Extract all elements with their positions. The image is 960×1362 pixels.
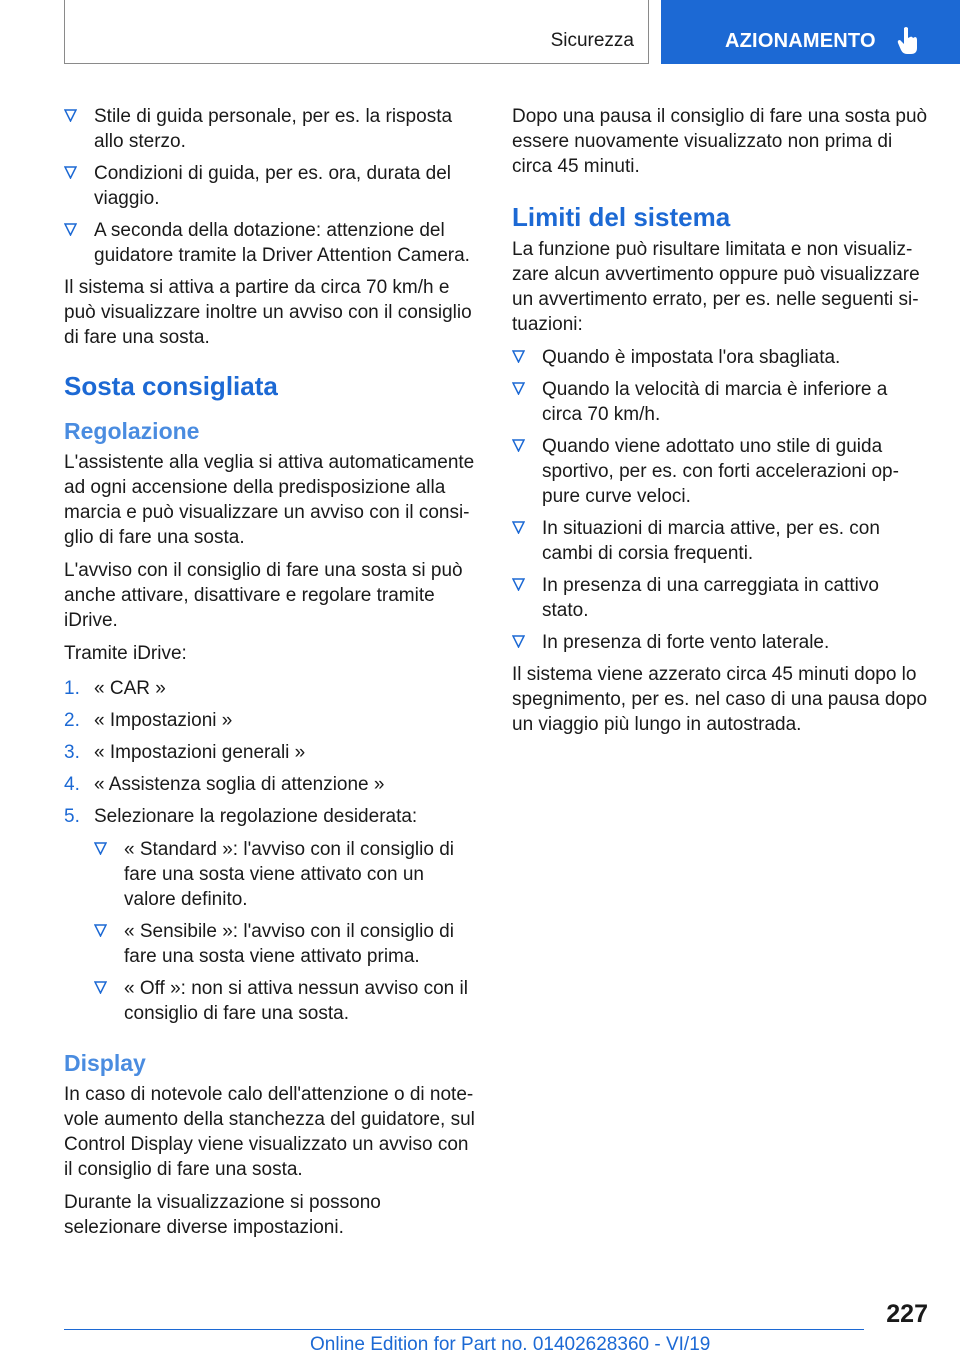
triangle-bullet-icon — [94, 924, 107, 937]
list-item — [512, 434, 928, 509]
list-item — [64, 161, 478, 211]
list-item — [512, 573, 928, 623]
step-item — [64, 804, 478, 1026]
list-item — [512, 516, 928, 566]
list-item — [512, 345, 928, 370]
header-section-title: Sicurezza — [550, 30, 634, 51]
activation-paragraph: Il sistema si attiva a partire da circa 70 km/h e può visualizzare inoltre un avviso con il consiglio di fare una sosta. — [64, 277, 472, 348]
step-text: « Impostazioni » — [94, 710, 233, 731]
step-item — [64, 740, 478, 765]
setting-options-list — [94, 837, 478, 1026]
triangle-bullet-icon — [512, 382, 525, 395]
right-column — [512, 104, 928, 745]
list-item — [64, 218, 478, 268]
list-item-text: Stile di guida personale, per es. la risposta allo sterzo. — [94, 106, 453, 152]
list-item-text: A seconda della dotazione: attenzione del guidatore tramite la Driver Attention Camera. — [94, 220, 470, 266]
display-paragraph-1: In caso di notevole calo dell'attenzione o di note‐ vole aumento della stanchezza del guidatore, sul Control Display viene visualizzato un avviso con il consiglio di fare una sosta. — [64, 1084, 475, 1180]
hand-pointer-icon — [897, 26, 919, 56]
heading-regolazione: Regolazione — [64, 418, 200, 444]
step-number: 3. — [64, 742, 80, 763]
heading-display: Display — [64, 1050, 146, 1076]
header-chapter-label: AZIONAMENTO — [725, 30, 876, 52]
regolazione-paragraph-1: L'assistente alla veglia si attiva automaticamente ad ogni accensione della predisposizione alla marcia e può visualizzare un avviso con il consi‐ glio di fare una sosta. — [64, 452, 475, 548]
list-item-text: « Sensibile »: l'avviso con il consiglio di fare una sosta viene attivato prima. — [124, 921, 454, 967]
triangle-bullet-icon — [512, 578, 525, 591]
step-number: 2. — [64, 710, 80, 731]
triangle-bullet-icon — [512, 350, 525, 363]
page-number: 227 — [886, 1300, 928, 1328]
limitations-list — [512, 345, 928, 655]
pause-paragraph: Dopo una pausa il consiglio di fare una sosta può essere nuovamente visualizzato non prima di circa 45 minuti. — [512, 106, 928, 177]
list-item — [64, 104, 478, 154]
list-item-text: Quando la velocità di marcia è inferiore a circa 70 km/h. — [542, 379, 888, 425]
factors-list — [64, 104, 478, 268]
heading-limiti-del-sistema: Limiti del sistema — [512, 202, 731, 232]
step-text: « Assistenza soglia di attenzione » — [94, 774, 385, 795]
header-section-box — [64, 0, 649, 64]
step-text: « Impostazioni generali » — [94, 742, 306, 763]
triangle-bullet-icon — [94, 981, 107, 994]
limiti-paragraph: La funzione può risultare limitata e non visualiz‐ zare alcun avvertimento oppure può visualizzare un avvertimento errato, per es. nelle seguenti si‐ tuazioni: — [512, 239, 920, 335]
triangle-bullet-icon — [64, 223, 77, 236]
list-item-text: « Off »: non si attiva nessun avviso con il consiglio di fare una sosta. — [124, 978, 468, 1024]
heading-sosta-consigliata: Sosta consigliata — [64, 371, 278, 401]
list-item-text: Quando è impostata l'ora sbagliata. — [542, 347, 841, 368]
list-item-text: In situazioni di marcia attive, per es. con cambi di corsia frequenti. — [542, 518, 880, 564]
list-item — [94, 976, 478, 1026]
footer-divider — [64, 1329, 864, 1330]
reset-paragraph: Il sistema viene azzerato circa 45 minuti dopo lo spegnimento, per es. nel caso di una pausa dopo un viaggio più lungo in autostrada. — [512, 664, 928, 735]
step-number: 4. — [64, 774, 80, 795]
triangle-bullet-icon — [94, 842, 107, 855]
list-item-text: Quando viene adottato uno stile di guida sportivo, per es. con forti accelerazioni op‐ pure curve veloci. — [542, 436, 899, 507]
triangle-bullet-icon — [64, 109, 77, 122]
list-item-text: In presenza di una carreggiata in cattivo stato. — [542, 575, 879, 621]
footer-edition-text: Online Edition for Part no. 01402628360 - VI/19 — [310, 1334, 711, 1355]
list-item — [94, 837, 478, 912]
step-item — [64, 676, 478, 701]
left-column — [64, 104, 478, 1248]
triangle-bullet-icon — [512, 635, 525, 648]
triangle-bullet-icon — [64, 166, 77, 179]
list-item-text: « Standard »: l'avviso con il consiglio di fare una sosta viene attivato con un valore definito. — [124, 839, 454, 910]
step-number: 1. — [64, 678, 80, 699]
list-item — [94, 919, 478, 969]
triangle-bullet-icon — [512, 439, 525, 452]
step-number: 5. — [64, 806, 80, 827]
idrive-paragraph: Tramite iDrive: — [64, 643, 187, 664]
step-item — [64, 708, 478, 733]
triangle-bullet-icon — [512, 521, 525, 534]
step-text: Selezionare la regolazione desiderata: — [94, 806, 418, 827]
idrive-steps — [64, 676, 478, 1026]
step-text: « CAR » — [94, 678, 166, 699]
header-chapter-tab[interactable] — [661, 0, 960, 64]
step-item — [64, 772, 478, 797]
list-item — [512, 377, 928, 427]
regolazione-paragraph-2: L'avviso con il consiglio di fare una sosta si può anche attivare, disattivare e regolare tramite iDrive. — [64, 560, 463, 631]
display-paragraph-2: Durante la visualizzazione si possono selezionare diverse impostazioni. — [64, 1192, 381, 1238]
list-item — [512, 630, 928, 655]
list-item-text: In presenza di forte vento laterale. — [542, 632, 830, 653]
list-item-text: Condizioni di guida, per es. ora, durata del viaggio. — [94, 163, 452, 209]
